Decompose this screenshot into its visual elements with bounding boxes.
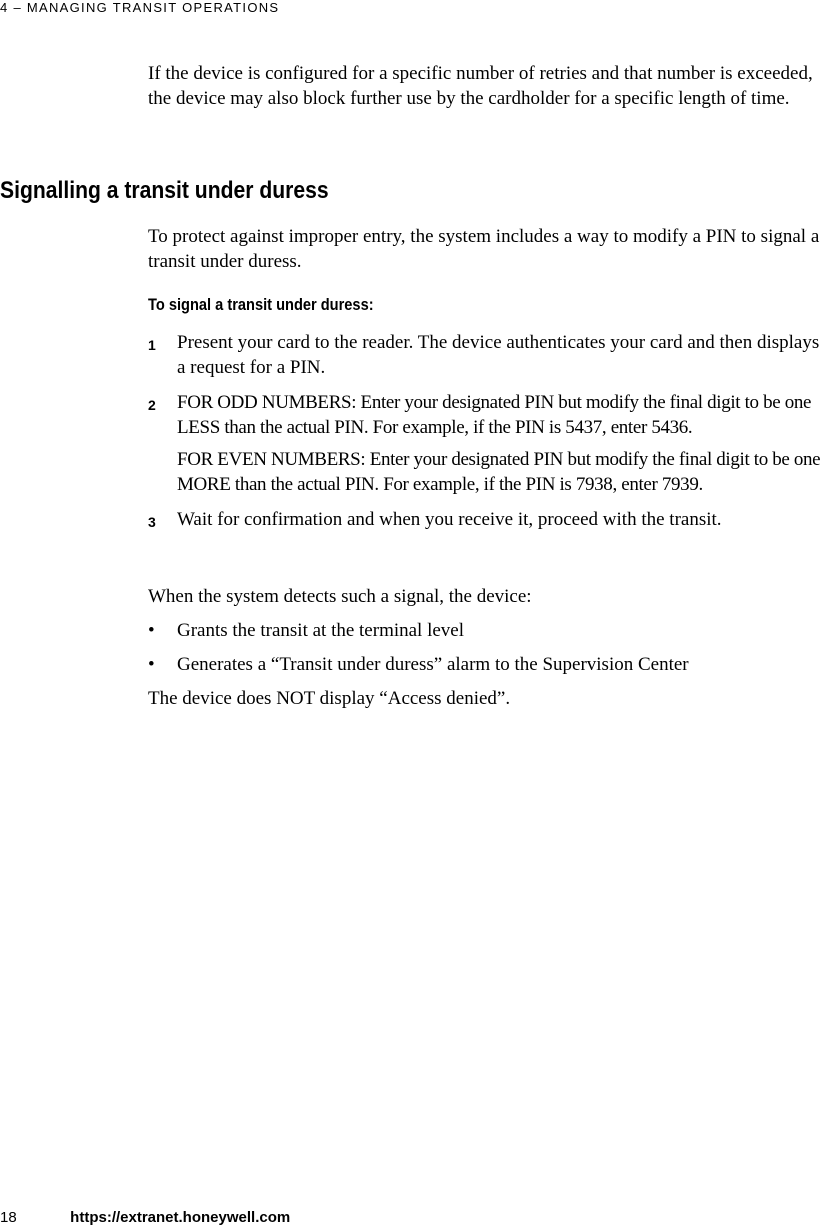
list-item-text: Generates a “Transit under duress” alarm to the Supervision Center	[177, 654, 689, 675]
step-text: Wait for confirmation and when you receive it, proceed with the transit.	[177, 509, 722, 530]
closing-paragraph: The device does NOT display “Access denied”.	[148, 688, 511, 709]
result-list	[148, 618, 820, 677]
section-intro-paragraph: To protect against improper entry, the system includes a way to modify a PIN to signal a transit under duress.	[148, 226, 820, 272]
section-heading: Signalling a transit under duress	[0, 177, 329, 204]
procedure-step	[148, 390, 821, 497]
step-extra-text: FOR EVEN NUMBERS: Enter your designated PIN but modify the final digit to be one MORE than the actual PIN. For example, if the PIN is 7938, enter 7939.	[177, 449, 821, 495]
step-text: Present your card to the reader. The device authenticates your card and then displays a request for a PIN.	[177, 332, 820, 378]
page-footer	[0, 1208, 290, 1228]
running-header: 4 – MANAGING TRANSIT OPERATIONS	[0, 0, 280, 15]
procedure-step	[148, 330, 821, 380]
list-item	[148, 652, 820, 677]
result-intro: When the system detects such a signal, the device:	[148, 586, 532, 607]
list-item-text: Grants the transit at the terminal level	[177, 620, 465, 641]
step-text: FOR ODD NUMBERS: Enter your designated PIN but modify the final digit to be one LESS than the actual PIN. For example, if the PIN is 5437, enter 5436.	[177, 392, 812, 438]
list-item	[148, 618, 820, 643]
result-section	[148, 584, 820, 720]
bullet-icon: •	[148, 620, 155, 641]
step-number: 3	[148, 514, 156, 530]
procedure-step	[148, 507, 821, 532]
footer-url-link[interactable]: https://extranet.honeywell.com	[70, 1209, 291, 1226]
bullet-icon: •	[148, 654, 155, 675]
step-number: 1	[148, 337, 156, 353]
intro-paragraph: If the device is configured for a specific number of retries and that number is exceeded, the device may also block further use by the cardholder for a specific length of time.	[148, 63, 813, 109]
page-number: 18	[0, 1209, 17, 1226]
step-number: 2	[148, 397, 156, 413]
procedure-heading: To signal a transit under duress:	[148, 295, 374, 314]
procedure-steps	[148, 330, 821, 542]
